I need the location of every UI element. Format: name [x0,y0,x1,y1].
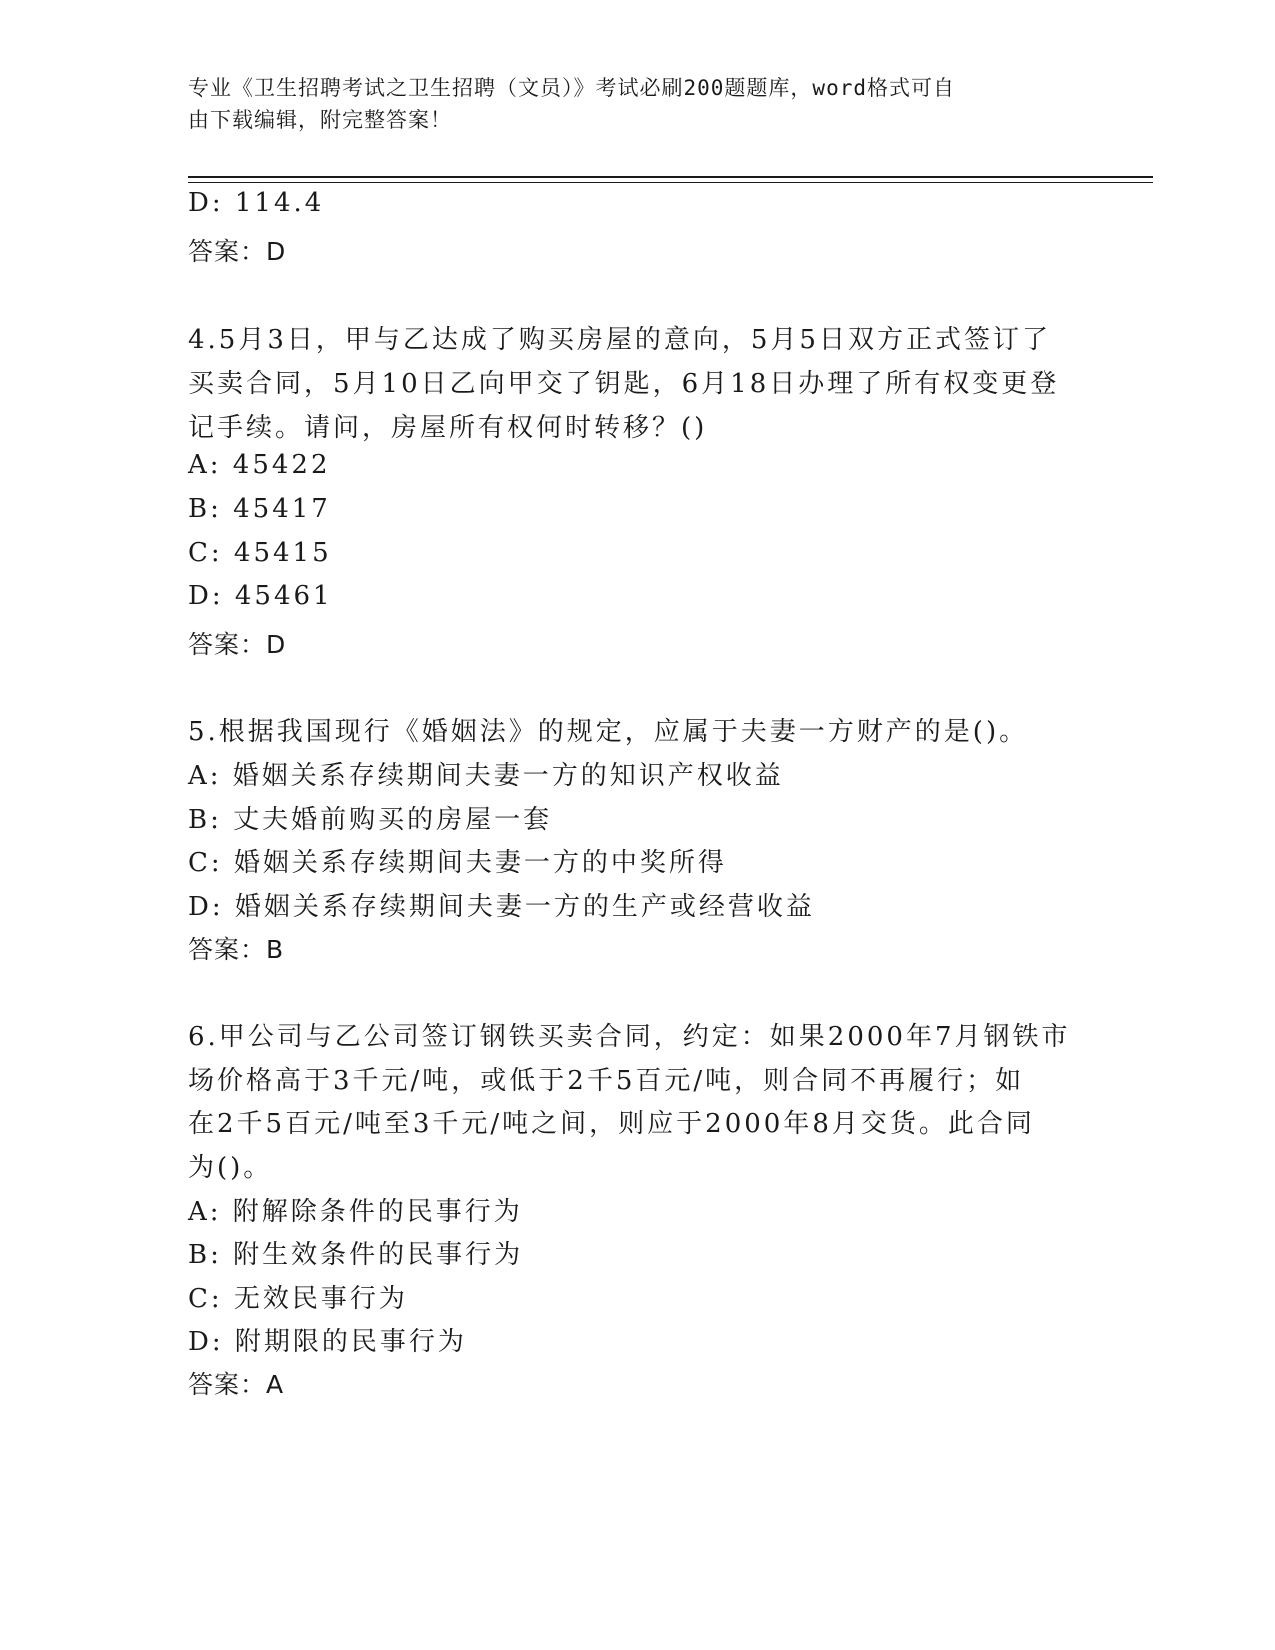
q5-option-b: B: 丈夫婚前购买的房屋一套 [188,805,553,835]
q6-stem-line-4: 为()。 [188,1153,273,1183]
header-line-1: 专业《卫生招聘考试之卫生招聘（文员）》考试必刷200题题库，word格式可自 [188,76,955,100]
q6-option-c: C: 无效民事行为 [188,1284,408,1314]
q6-option-b: B: 附生效条件的民事行为 [188,1240,524,1270]
q6-stem-line-3: 在2千5百元/吨至3千元/吨之间，则应于2000年8月交货。此合同 [188,1109,1035,1139]
q6-option-a: A: 附解除条件的民事行为 [188,1197,523,1227]
q4-option-a: A: 45422 [188,450,331,480]
q6-answer: 答案：A [188,1370,285,1399]
q4-answer: 答案：D [188,630,287,659]
q5-option-a: A: 婚姻关系存续期间夫妻一方的知识产权收益 [188,761,784,791]
header-rule-thin [188,182,1153,183]
q4-option-d: D: 45461 [188,581,333,611]
q4-option-b: B: 45417 [188,494,331,524]
q6-option-d: D: 附期限的民事行为 [188,1327,467,1357]
document-header [188,72,1068,136]
q4-stem-line-1: 4.5月3日，甲与乙达成了购买房屋的意向，5月5日双方正式签订了 [188,325,1051,355]
q4-stem-line-2: 买卖合同，5月10日乙向甲交了钥匙，6月18日办理了所有权变更登 [188,369,1060,399]
q5-option-d: D: 婚姻关系存续期间夫妻一方的生产或经营收益 [188,892,815,922]
q3-answer: 答案：D [188,237,287,266]
q5-answer: 答案：B [188,935,285,964]
q3-option-d: D: 114.4 [188,188,325,218]
header-rule-thick [188,176,1153,178]
q5-stem-line-1: 5.根据我国现行《婚姻法》的规定，应属于夫妻一方财产的是()。 [188,717,1029,747]
header-line-2: 由下载编辑，附完整答案！ [188,108,452,132]
q4-stem-line-3: 记手续。请问，房屋所有权何时转移？() [188,413,708,443]
q6-stem-line-2: 场价格高于3千元/吨，或低于2千5百元/吨，则合同不再履行；如 [188,1066,1025,1096]
q4-option-c: C: 45415 [188,538,332,568]
q5-option-c: C: 婚姻关系存续期间夫妻一方的中奖所得 [188,848,727,878]
q6-stem-line-1: 6.甲公司与乙公司签订钢铁买卖合同，约定：如果2000年7月钢铁市 [188,1022,1071,1052]
